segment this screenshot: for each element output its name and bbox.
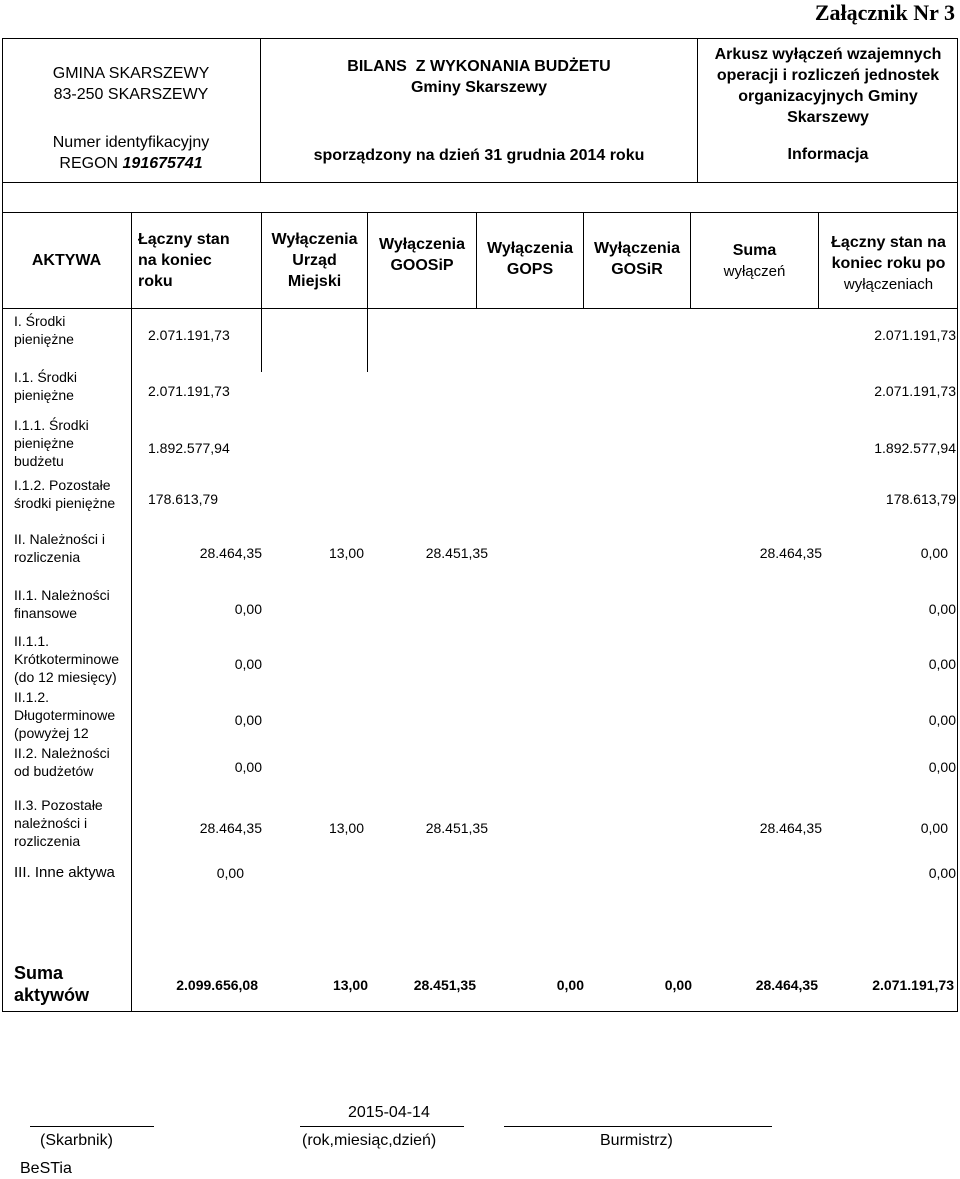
total-um: 13,00 bbox=[332, 977, 368, 993]
row-label bbox=[14, 796, 139, 850]
row-label-line: Krótkoterminowe bbox=[14, 651, 120, 667]
sheet-title-line-4: Skarszewy bbox=[787, 109, 869, 126]
row-label-line: II.1.1. bbox=[14, 633, 50, 649]
total-label-l1: Suma bbox=[14, 963, 64, 983]
col-um-l1: Wyłączenia bbox=[271, 230, 358, 248]
row-label-line: II.2. Należności bbox=[14, 745, 110, 761]
row-value-stan: 0,00 bbox=[216, 865, 244, 881]
col-stan-l3: roku bbox=[138, 272, 173, 290]
skarbnik-caption: (Skarbnik) bbox=[40, 1132, 113, 1149]
sheet-title-line-3: organizacyjnych Gminy bbox=[738, 88, 918, 105]
row-label-line: pieniężne bbox=[14, 435, 74, 451]
row-label-line: II.1.2. bbox=[14, 689, 50, 705]
row-label-line: II.3. Pozostałe bbox=[14, 797, 103, 813]
row-value-um: 13,00 bbox=[328, 820, 364, 836]
signature-line-right bbox=[504, 1126, 772, 1127]
org-block bbox=[2, 52, 260, 116]
title-line-1: BILANS Z WYKONANIA BUDŻETU bbox=[347, 58, 611, 75]
date-caption: (rok,miesiąc,dzień) bbox=[302, 1132, 437, 1149]
total-po: 2.071.191,73 bbox=[872, 977, 954, 993]
row-label bbox=[14, 476, 139, 512]
signature-line-middle bbox=[300, 1126, 464, 1127]
col-po bbox=[819, 212, 958, 308]
col-suma-l1: Suma bbox=[732, 242, 777, 259]
row-label-line: Długoterminowe bbox=[14, 707, 116, 723]
row-value-stan: 28.464,35 bbox=[199, 545, 262, 561]
org-name: GMINA SKARSZEWY bbox=[52, 65, 210, 82]
col-gops-l2: GOPS bbox=[506, 261, 554, 278]
row-value-po: 1.892.577,94 bbox=[874, 440, 956, 456]
row-label-line: rozliczenia bbox=[14, 549, 81, 565]
sheet-title-block bbox=[698, 44, 958, 128]
col-stan-l2: na koniec bbox=[138, 251, 212, 269]
col-gosir-l1: Wyłączenia bbox=[594, 240, 680, 257]
row-label-line: pieniężne bbox=[14, 331, 74, 347]
id-label: Numer identyfikacyjny bbox=[52, 134, 210, 151]
col-aktywa-label: AKTYWA bbox=[31, 251, 102, 269]
col-gops bbox=[477, 212, 583, 308]
col-goosip bbox=[368, 212, 476, 308]
row-value-suma: 28.464,35 bbox=[759, 545, 822, 561]
row-label bbox=[14, 312, 139, 348]
col-suma bbox=[691, 212, 818, 308]
row-value-stan: 2.071.191,73 bbox=[148, 383, 230, 399]
total-suma: 28.464,35 bbox=[755, 977, 818, 993]
row-label-line: I. Środki bbox=[14, 313, 66, 329]
row-value-suma: 28.464,35 bbox=[759, 820, 822, 836]
row-label-line: I.1.1. Środki bbox=[14, 417, 89, 433]
col-gops-l1: Wyłączenia bbox=[487, 240, 573, 257]
col-um bbox=[262, 212, 367, 308]
row-label bbox=[14, 368, 139, 404]
row-label-line: I.1.2. Pozostałe bbox=[14, 477, 111, 493]
col-stan-l1: Łączny stan bbox=[138, 230, 230, 248]
col-suma-l2: wyłączeń bbox=[723, 263, 786, 280]
row-label bbox=[14, 530, 139, 566]
row-value-po: 0,00 bbox=[920, 820, 948, 836]
col-gosir-l2: GOSiR bbox=[611, 261, 663, 278]
total-label-l2: aktywów bbox=[14, 985, 90, 1005]
total-label bbox=[14, 962, 89, 1006]
row-label-line: II. Należności i bbox=[14, 531, 106, 547]
row-label bbox=[14, 744, 139, 780]
col-po-l2: koniec roku po bbox=[831, 255, 946, 272]
org-address: 83-250 SKARSZEWY bbox=[53, 86, 209, 103]
regon-number: 191675741 bbox=[122, 155, 203, 172]
col-gosir bbox=[584, 212, 690, 308]
col-um-l3: Miejski bbox=[287, 272, 342, 290]
row-value-po: 0,00 bbox=[920, 545, 948, 561]
row-value-po: 0,00 bbox=[928, 601, 956, 617]
row-label bbox=[14, 586, 139, 622]
row-value-stan: 2.071.191,73 bbox=[148, 327, 230, 343]
row-value-stan: 28.464,35 bbox=[199, 820, 262, 836]
row-value-po: 0,00 bbox=[928, 865, 956, 881]
row-label-line: II.1. Należności bbox=[14, 587, 110, 603]
footer-date: 2015-04-14 bbox=[348, 1104, 430, 1121]
row-label-line: od budżetów bbox=[14, 763, 94, 779]
row-value-po: 178.613,79 bbox=[885, 491, 956, 507]
row-label-line: środki pieniężne bbox=[14, 495, 116, 511]
colhead-bottom-rule bbox=[2, 308, 958, 309]
info-label: Informacja bbox=[787, 145, 869, 163]
row-value-stan: 0,00 bbox=[234, 759, 262, 775]
row-label-line: finansowe bbox=[14, 605, 78, 621]
row-label-line: należności i bbox=[14, 815, 88, 831]
attachment-label: Załącznik Nr 3 bbox=[814, 0, 955, 25]
col-goosip-l1: Wyłączenia bbox=[379, 236, 465, 253]
row-label-line: rozliczenia bbox=[14, 833, 81, 849]
regon-line bbox=[59, 153, 202, 174]
col-aktywa bbox=[2, 212, 131, 308]
row-label bbox=[14, 688, 139, 742]
row-value-stan: 0,00 bbox=[234, 601, 262, 617]
row-value-stan: 1.892.577,94 bbox=[148, 440, 230, 456]
col-po-l3: wyłączeniach bbox=[843, 276, 934, 293]
row-value-po: 2.071.191,73 bbox=[874, 327, 956, 343]
row-value-po: 2.071.191,73 bbox=[874, 383, 956, 399]
row-value-stan: 0,00 bbox=[234, 712, 262, 728]
header-rule bbox=[2, 182, 958, 183]
id-block bbox=[2, 130, 260, 176]
total-stan: 2.099.656,08 bbox=[176, 977, 258, 993]
row-label-line: I.1. Środki bbox=[14, 369, 78, 385]
row-value-po: 0,00 bbox=[928, 712, 956, 728]
col-stan bbox=[132, 212, 261, 308]
row-label-line: (powyżej 12 bbox=[14, 725, 89, 741]
row-value-po: 0,00 bbox=[928, 656, 956, 672]
col-po-l1: Łączny stan na bbox=[831, 234, 946, 251]
title-line-2: Gminy Skarszewy bbox=[410, 79, 548, 96]
total-gosir: 0,00 bbox=[664, 977, 692, 993]
signature-line-left bbox=[30, 1126, 154, 1127]
row-label-line: (do 12 miesięcy) bbox=[14, 669, 117, 685]
date-line: sporządzony na dzień 31 grudnia 2014 roku bbox=[313, 146, 645, 164]
row-value-po: 0,00 bbox=[928, 759, 956, 775]
total-goosip: 28.451,35 bbox=[413, 977, 476, 993]
row-label-line: III. Inne aktywa bbox=[14, 864, 115, 881]
row-value-goosip: 28.451,35 bbox=[425, 545, 488, 561]
burmistrz-caption: Burmistrz) bbox=[600, 1132, 673, 1149]
row-label-line: pieniężne bbox=[14, 387, 74, 403]
row-label bbox=[14, 632, 139, 686]
row-value-um: 13,00 bbox=[328, 545, 364, 561]
col-goosip-l2: GOOSiP bbox=[390, 257, 454, 274]
total-gops: 0,00 bbox=[556, 977, 584, 993]
row-label bbox=[14, 416, 139, 470]
row-value-stan: 178.613,79 bbox=[148, 491, 219, 507]
sheet-title-line-2: operacji i rozliczeń jednostek bbox=[716, 67, 940, 84]
regon-label: REGON bbox=[59, 155, 119, 172]
sheet-title-line-1: Arkusz wyłączeń wzajemnych bbox=[714, 46, 942, 63]
row-label-line: budżetu bbox=[14, 453, 64, 469]
title-block bbox=[261, 52, 697, 102]
col-um-l2: Urząd bbox=[292, 251, 337, 269]
row-value-stan: 0,00 bbox=[234, 656, 262, 672]
software-label: BeSTia bbox=[20, 1160, 72, 1177]
row-value-goosip: 28.451,35 bbox=[425, 820, 488, 836]
